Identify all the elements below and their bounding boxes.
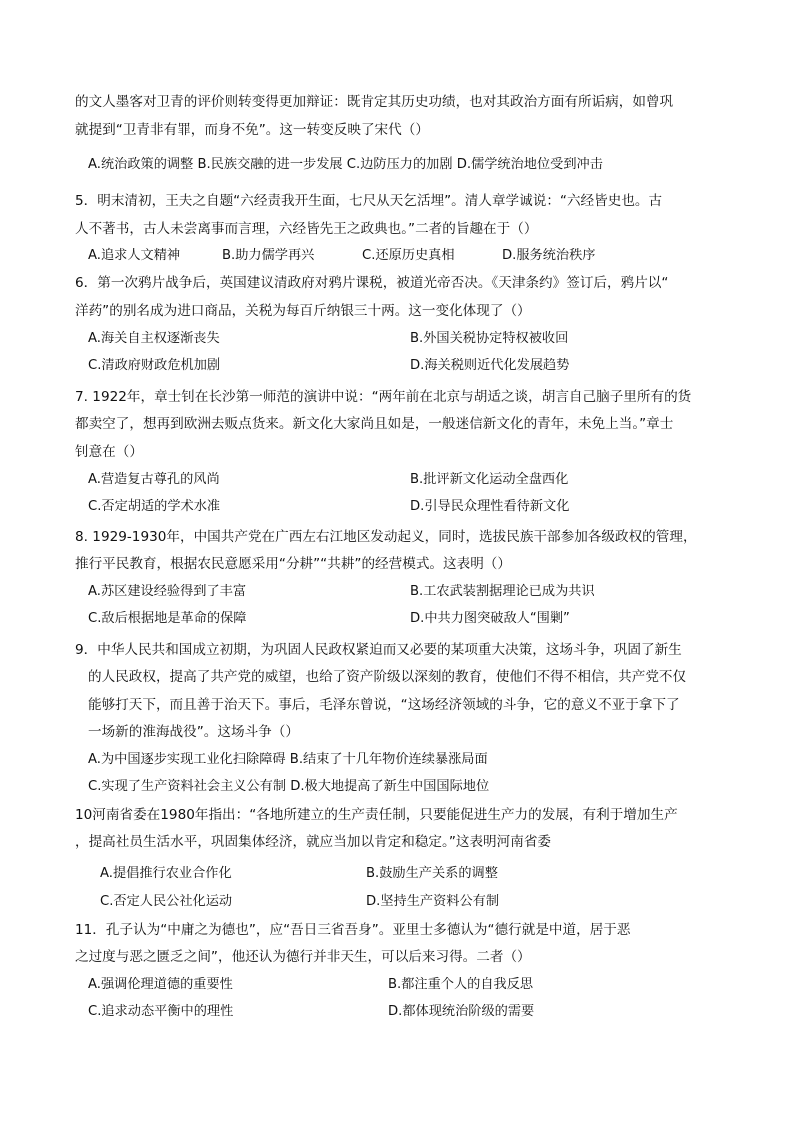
question-5-stem-line-2: 人不著书，古人未尝离事而言理，六经皆先王之政典也。”二者的旨趣在于（） — [75, 221, 538, 237]
question-8-option-c: C.敌后根据地是革命的保障 — [88, 611, 247, 626]
question-8-option-d: D.中共力图突破敌人“围剿” — [410, 611, 570, 626]
question-6-stem-line-1: 6．第一次鸦片战争后，英国建议清政府对鸦片课税，被道光帝否决。《天津条约》签订后，鸦片以“ — [75, 275, 669, 291]
question-7-option-b: B.批评新文化运动全盘西化 — [410, 472, 569, 487]
question-9-stem-line-1: 9．中华人民共和国成立初期，为巩固人民政权紧迫而又必要的某项重大决策，这场斗争，巩固了新生 — [75, 642, 682, 658]
question-6-option-a: A.海关自主权逐渐丧失 — [88, 331, 220, 346]
question-8-option-a: A.苏区建设经验得到了丰富 — [88, 584, 247, 599]
question-10-option-d: D.坚持生产资料公有制 — [366, 894, 500, 909]
question-4-options: A.统治政策的调整 B.民族交融的进一步发展 C.边防压力的加剧 D.儒学统治地位受到冲击 — [88, 157, 603, 172]
question-5-option-a: A.追求人文精神 — [88, 248, 181, 263]
question-9-stem-line-4: 一场新的淮海战役”。这场斗争（） — [88, 724, 299, 740]
question-10-stem-line-2: ，提高社员生活水平，巩固集体经济，就应当加以肯定和稳定。”这表明河南省委 — [75, 834, 552, 850]
question-7-option-d: D.引导民众理性看待新文化 — [410, 499, 570, 514]
question-9-stem-line-3: 能够打天下，而且善于治天下。事后，毛泽东曾说，“这场经济领域的斗争，它的意义不亚于拿下了 — [88, 697, 680, 713]
question-9-stem-line-2: 的人民政权，提高了共产党的威望，也给了资产阶级以深刻的教育，使他们不得不相信，共产党不仅 — [88, 669, 687, 685]
question-6-option-c: C.清政府财政危机加剧 — [88, 358, 221, 373]
question-4-stem-line-2: 就提到“卫青非有罪，而身不免”。这一转变反映了宋代（） — [75, 122, 429, 138]
question-9-options-line-1: A.为中国逐步实现工业化扫除障碍 B.结束了十几年物价连续暴涨局面 — [88, 752, 488, 767]
question-11-option-d: D.都体现统治阶级的需要 — [388, 1004, 535, 1019]
question-10-option-b: B.鼓励生产关系的调整 — [366, 866, 498, 881]
question-8-stem-line-1: 8. 1929-1930年，中国共产党在广西左右江地区发动起义，同时，选拔民族干部参加各级政权的管理， — [75, 529, 697, 545]
question-7-stem-line-3: 钊意在（） — [75, 444, 143, 460]
question-10-option-a: A.提倡推行农业合作化 — [100, 866, 232, 881]
question-9-options-line-2: C.实现了生产资料社会主义公有制 D.极大地提高了新生中国国际地位 — [88, 779, 490, 794]
question-7-stem-line-2: 都卖空了，想再到欧洲去贩点货来。新文化大家尚且如是，一般迷信新文化的青年，未免上当。”章士 — [75, 416, 674, 432]
question-6-option-d: D.海关税则近代化发展趋势 — [410, 358, 570, 373]
question-5-option-b: B.助力儒学再兴 — [222, 248, 315, 263]
question-11-stem-line-1: 11．孔子认为“中庸之为德也”，应“吾日三省吾身”。亚里士多德认为“德行就是中道，居于恶 — [75, 922, 631, 938]
question-6-option-b: B.外国关税协定特权被收回 — [410, 331, 569, 346]
question-11-option-a: A.强调伦理道德的重要性 — [88, 977, 233, 992]
question-11-stem-line-2: 之过度与恶之匮乏之间”，他还认为德行并非天生，可以后来习得。二者（） — [75, 949, 531, 965]
question-7-option-a: A.营造复古尊孔的风尚 — [88, 472, 220, 487]
question-7-stem-line-1: 7. 1922年，章士钊在长沙第一师范的演讲中说：“两年前在北京与胡适之谈，胡言自己脑子里所有的货 — [75, 389, 692, 405]
question-10-option-c: C.否定人民公社化运动 — [100, 894, 233, 909]
question-11-option-c: C.追求动态平衡中的理性 — [88, 1004, 234, 1019]
question-5-option-c: C.还原历史真相 — [362, 248, 455, 263]
question-10-stem-line-1: 10河南省委在1980年指出：“各地所建立的生产责任制，只要能促进生产力的发展，有利于增加生产 — [75, 807, 678, 823]
question-5-option-d: D.服务统治秩序 — [502, 248, 596, 263]
question-8-stem-line-2: 推行平民教育，根据农民意愿采用“分耕”“共耕”的经营模式。这表明（） — [75, 556, 511, 572]
question-8-option-b: B.工农武装割据理论已成为共识 — [410, 584, 595, 599]
question-7-option-c: C.否定胡适的学术水准 — [88, 499, 221, 514]
question-6-stem-line-2: 洋药”的别名成为进口商品，关税为每百斤纳银三十两。这一变化体现了（） — [75, 303, 531, 319]
question-5-stem-line-1: 5．明末清初，王夫之自题“六经责我开生面，七尺从天乞活埋”。清人章学诚说：“六经皆史也。古 — [75, 193, 663, 209]
question-11-option-b: B.都注重个人的自我反思 — [388, 977, 534, 992]
question-4-stem-line-1: 的文人墨客对卫青的评价则转变得更加辩证：既肯定其历史功绩，也对其政治方面有所诟病，如曾巩 — [75, 94, 674, 110]
